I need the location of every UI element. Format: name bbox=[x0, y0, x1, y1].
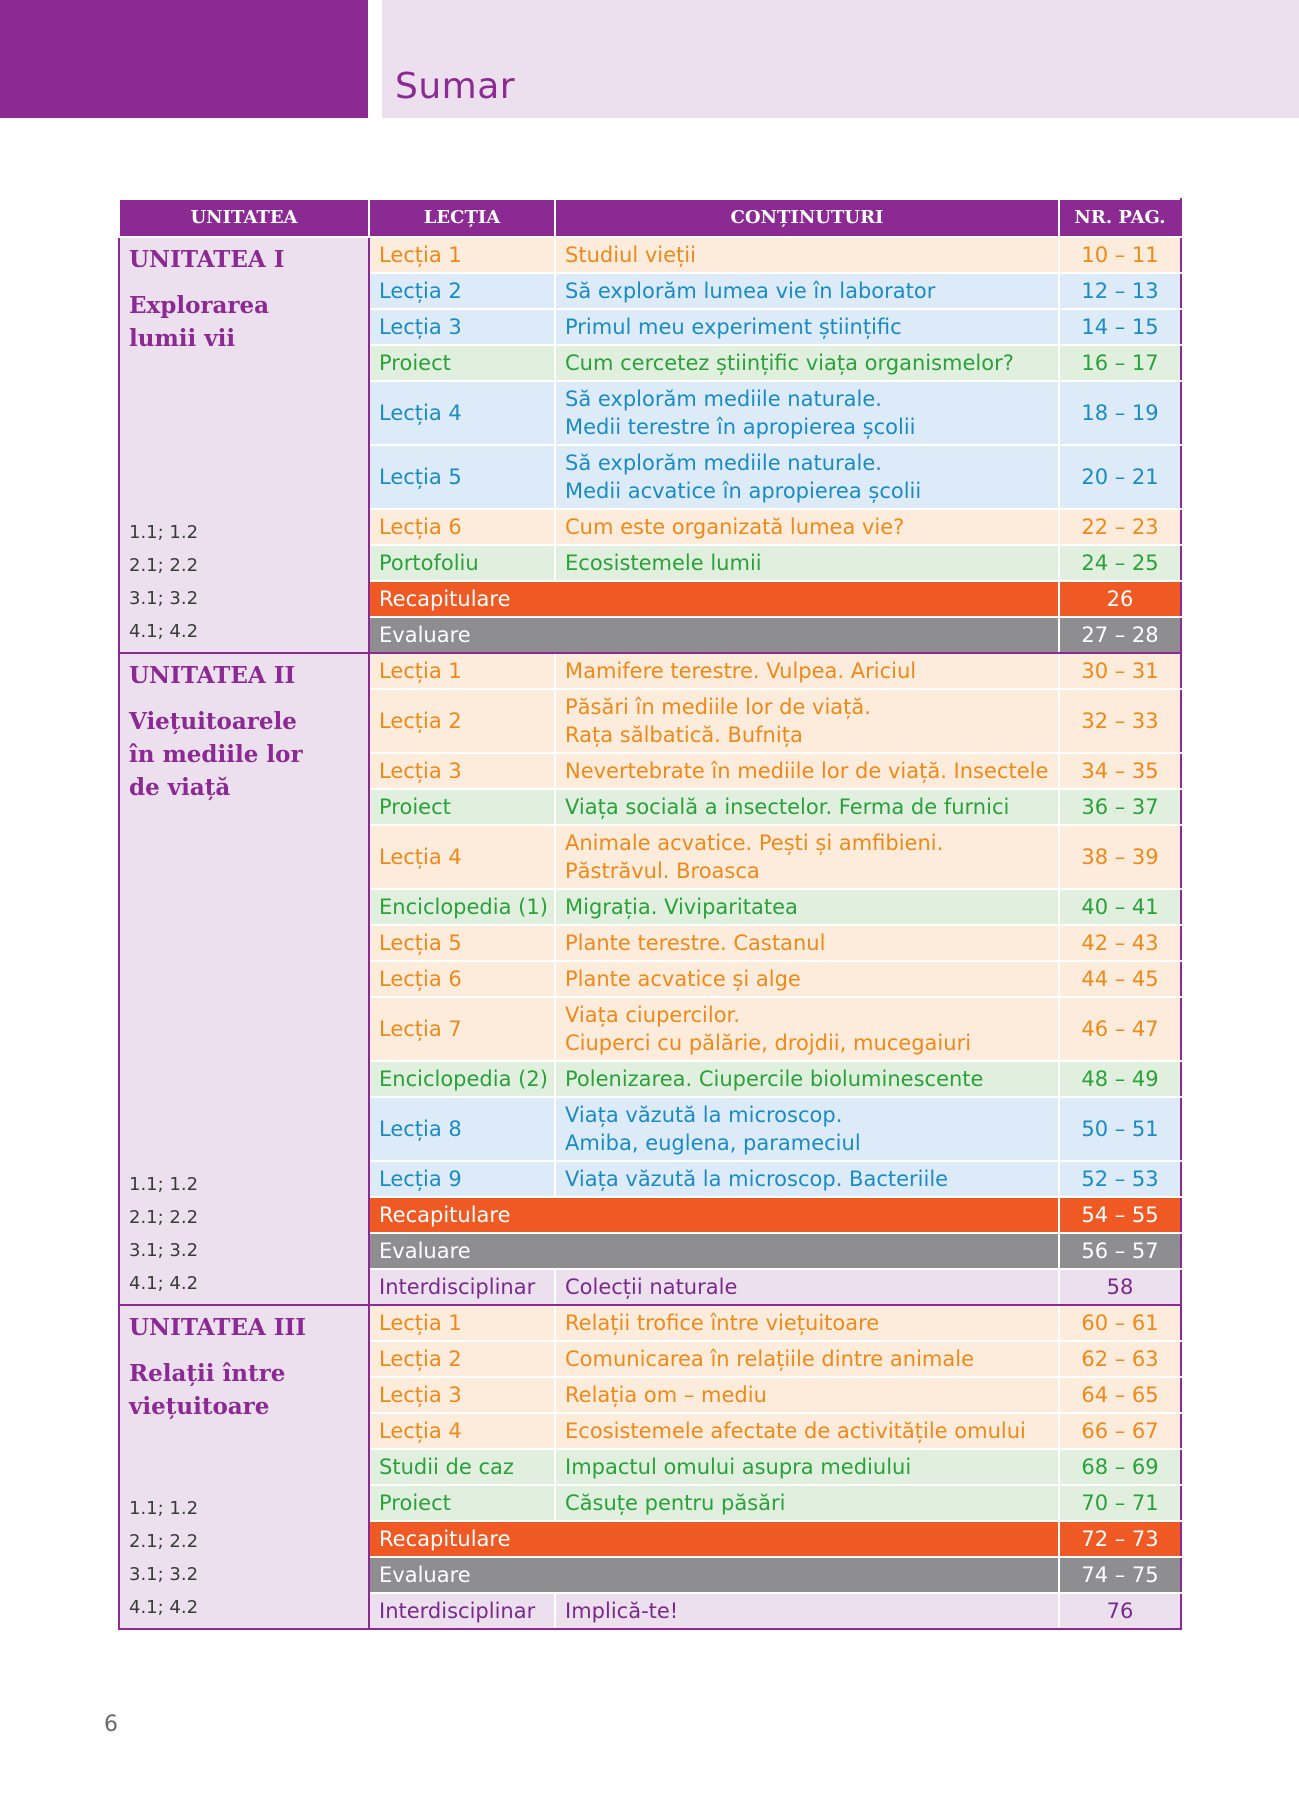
unit-name: UNITATEA III bbox=[129, 1314, 307, 1341]
lesson-content: Ecosistemele afectate de activitățile omului bbox=[555, 1413, 1059, 1449]
page-range: 10 – 11 bbox=[1059, 237, 1181, 273]
lesson-label: Enciclopedia (1) bbox=[369, 889, 555, 925]
lesson-content: Ecosistemele lumii bbox=[555, 545, 1059, 581]
page-range: 44 – 45 bbox=[1059, 961, 1181, 997]
page-range: 22 – 23 bbox=[1059, 509, 1181, 545]
page-range: 54 – 55 bbox=[1059, 1197, 1181, 1233]
lesson-content: Relația om – mediu bbox=[555, 1377, 1059, 1413]
lesson-label: Lecția 2 bbox=[369, 1341, 555, 1377]
unit-topic: Relații între viețuitoare bbox=[129, 1360, 286, 1420]
lesson-content: Viața văzută la microscop. Bacteriile bbox=[555, 1161, 1059, 1197]
lesson-label: Lecția 3 bbox=[369, 1377, 555, 1413]
table-row bbox=[119, 653, 1181, 689]
unit-cell bbox=[119, 1305, 369, 1629]
lesson-label: Studii de caz bbox=[369, 1449, 555, 1485]
lesson-content: Plante terestre. Castanul bbox=[555, 925, 1059, 961]
lesson-label: Evaluare bbox=[369, 617, 1059, 653]
page-range: 68 – 69 bbox=[1059, 1449, 1181, 1485]
page-range: 52 – 53 bbox=[1059, 1161, 1181, 1197]
page-range: 40 – 41 bbox=[1059, 889, 1181, 925]
unit-competences: 1.1; 1.2 2.1; 2.2 3.1; 3.2 4.1; 4.2 bbox=[129, 1174, 199, 1294]
page-range: 34 – 35 bbox=[1059, 753, 1181, 789]
lesson-label: Lecția 1 bbox=[369, 1305, 555, 1341]
lesson-content: Implică-te! bbox=[555, 1593, 1059, 1629]
lesson-content: Să explorăm mediile naturale. Medii acvatice în apropierea școlii bbox=[555, 445, 1059, 509]
header-accent-bar bbox=[0, 0, 368, 118]
lesson-label: Lecția 6 bbox=[369, 509, 555, 545]
lesson-label: Lecția 2 bbox=[369, 689, 555, 753]
page-range: 26 bbox=[1059, 581, 1181, 617]
lesson-content: Polenizarea. Ciupercile bioluminescente bbox=[555, 1061, 1059, 1097]
lesson-label: Proiect bbox=[369, 789, 555, 825]
lesson-label: Recapitulare bbox=[369, 1521, 1059, 1557]
lesson-label: Portofoliu bbox=[369, 545, 555, 581]
lesson-content: Primul meu experiment științific bbox=[555, 309, 1059, 345]
lesson-label: Proiect bbox=[369, 1485, 555, 1521]
lesson-content: Relații trofice între viețuitoare bbox=[555, 1305, 1059, 1341]
lesson-content: Viața socială a insectelor. Ferma de furnici bbox=[555, 789, 1059, 825]
page-range: 56 – 57 bbox=[1059, 1233, 1181, 1269]
lesson-content: Animale acvatice. Pești și amfibieni. Păstrăvul. Broasca bbox=[555, 825, 1059, 889]
lesson-label: Lecția 5 bbox=[369, 445, 555, 509]
table-of-contents bbox=[118, 198, 1182, 1630]
lesson-content: Comunicarea în relațiile dintre animale bbox=[555, 1341, 1059, 1377]
page-number: 6 bbox=[104, 1712, 118, 1737]
lesson-label: Enciclopedia (2) bbox=[369, 1061, 555, 1097]
lesson-content: Viața văzută la microscop. Amiba, euglena, parameciul bbox=[555, 1097, 1059, 1161]
lesson-content: Plante acvatice și alge bbox=[555, 961, 1059, 997]
page-range: 66 – 67 bbox=[1059, 1413, 1181, 1449]
lesson-content: Migrația. Viviparitatea bbox=[555, 889, 1059, 925]
page-range: 60 – 61 bbox=[1059, 1305, 1181, 1341]
page-range: 14 – 15 bbox=[1059, 309, 1181, 345]
lesson-label: Recapitulare bbox=[369, 581, 1059, 617]
column-header-pages: NR. PAG. bbox=[1059, 199, 1181, 237]
lesson-label: Lecția 1 bbox=[369, 237, 555, 273]
page-range: 70 – 71 bbox=[1059, 1485, 1181, 1521]
lesson-content: Mamifere terestre. Vulpea. Ariciul bbox=[555, 653, 1059, 689]
page-range: 76 bbox=[1059, 1593, 1181, 1629]
page-range: 27 – 28 bbox=[1059, 617, 1181, 653]
unit-name: UNITATEA I bbox=[129, 246, 285, 273]
lesson-label: Lecția 8 bbox=[369, 1097, 555, 1161]
unit-topic: Explorarea lumii vii bbox=[129, 292, 270, 352]
page-range: 30 – 31 bbox=[1059, 653, 1181, 689]
page-range: 18 – 19 bbox=[1059, 381, 1181, 445]
lesson-content: Nevertebrate în mediile lor de viață. Insectele bbox=[555, 753, 1059, 789]
unit-topic: Viețuitoarele în mediile lor de viață bbox=[129, 708, 303, 801]
page-range: 12 – 13 bbox=[1059, 273, 1181, 309]
lesson-content: Impactul omului asupra mediului bbox=[555, 1449, 1059, 1485]
lesson-label: Interdisciplinar bbox=[369, 1269, 555, 1305]
page-range: 46 – 47 bbox=[1059, 997, 1181, 1061]
page-range: 62 – 63 bbox=[1059, 1341, 1181, 1377]
lesson-content: Să explorăm lumea vie în laborator bbox=[555, 273, 1059, 309]
lesson-content: Păsări în mediile lor de viață. Rața sălbatică. Bufnița bbox=[555, 689, 1059, 753]
lesson-label: Lecția 4 bbox=[369, 825, 555, 889]
lesson-label: Lecția 4 bbox=[369, 1413, 555, 1449]
column-header-lesson: LECȚIA bbox=[369, 199, 555, 237]
lesson-content: Cum cercetez științific viața organismelor? bbox=[555, 345, 1059, 381]
unit-cell bbox=[119, 653, 369, 1305]
lesson-content: Căsuțe pentru păsări bbox=[555, 1485, 1059, 1521]
column-header-content: CONȚINUTURI bbox=[555, 199, 1059, 237]
page-range: 64 – 65 bbox=[1059, 1377, 1181, 1413]
lesson-label: Evaluare bbox=[369, 1557, 1059, 1593]
lesson-label: Interdisciplinar bbox=[369, 1593, 555, 1629]
page-range: 36 – 37 bbox=[1059, 789, 1181, 825]
lesson-content: Cum este organizată lumea vie? bbox=[555, 509, 1059, 545]
lesson-label: Evaluare bbox=[369, 1233, 1059, 1269]
header-bar bbox=[382, 0, 1299, 118]
page-range: 72 – 73 bbox=[1059, 1521, 1181, 1557]
unit-competences: 1.1; 1.2 2.1; 2.2 3.1; 3.2 4.1; 4.2 bbox=[129, 1498, 199, 1618]
lesson-label: Lecția 1 bbox=[369, 653, 555, 689]
page-range: 48 – 49 bbox=[1059, 1061, 1181, 1097]
column-header-unit: UNITATEA bbox=[119, 199, 369, 237]
lesson-content: Studiul vieții bbox=[555, 237, 1059, 273]
lesson-label: Proiect bbox=[369, 345, 555, 381]
page-range: 74 – 75 bbox=[1059, 1557, 1181, 1593]
page-range: 24 – 25 bbox=[1059, 545, 1181, 581]
lesson-label: Lecția 3 bbox=[369, 753, 555, 789]
page-range: 58 bbox=[1059, 1269, 1181, 1305]
table-row bbox=[119, 237, 1181, 273]
lesson-content: Viața ciupercilor. Ciuperci cu pălărie, drojdii, mucegaiuri bbox=[555, 997, 1059, 1061]
page-range: 50 – 51 bbox=[1059, 1097, 1181, 1161]
lesson-label: Recapitulare bbox=[369, 1197, 1059, 1233]
unit-cell bbox=[119, 237, 369, 653]
lesson-label: Lecția 9 bbox=[369, 1161, 555, 1197]
unit-name: UNITATEA II bbox=[129, 662, 296, 689]
page-title: Sumar bbox=[395, 66, 516, 107]
page-range: 20 – 21 bbox=[1059, 445, 1181, 509]
lesson-label: Lecția 5 bbox=[369, 925, 555, 961]
lesson-label: Lecția 3 bbox=[369, 309, 555, 345]
lesson-label: Lecția 6 bbox=[369, 961, 555, 997]
table-row bbox=[119, 1305, 1181, 1341]
lesson-label: Lecția 7 bbox=[369, 997, 555, 1061]
lesson-label: Lecția 2 bbox=[369, 273, 555, 309]
lesson-content: Colecții naturale bbox=[555, 1269, 1059, 1305]
page-range: 32 – 33 bbox=[1059, 689, 1181, 753]
lesson-label: Lecția 4 bbox=[369, 381, 555, 445]
page-range: 42 – 43 bbox=[1059, 925, 1181, 961]
lesson-content: Să explorăm mediile naturale. Medii terestre în apropierea școlii bbox=[555, 381, 1059, 445]
page-range: 16 – 17 bbox=[1059, 345, 1181, 381]
page-range: 38 – 39 bbox=[1059, 825, 1181, 889]
unit-competences: 1.1; 1.2 2.1; 2.2 3.1; 3.2 4.1; 4.2 bbox=[129, 522, 199, 642]
